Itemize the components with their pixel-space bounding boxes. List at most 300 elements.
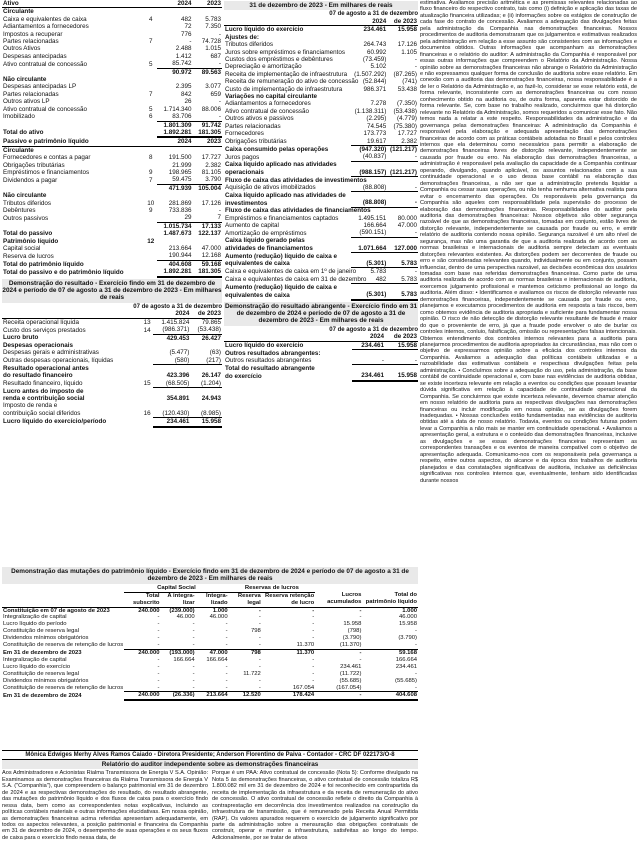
note-ref <box>141 418 153 427</box>
line-label: Reserva de lucros <box>3 252 54 260</box>
equity-col-heading: Total subscrito <box>124 592 160 607</box>
equity-value: (798) <box>347 628 362 635</box>
year-2023-heading: de 2023 <box>385 333 418 341</box>
dfc-row <box>224 177 418 184</box>
note-ref <box>141 342 153 349</box>
equity-value: - <box>225 635 228 642</box>
dre-row <box>2 418 222 427</box>
line-label: Fornecedores e contas a pagar <box>3 154 91 162</box>
signatories: Mônica Edwiges Merhy Alves Ramos Caiado - Diretora Presidente; Anderson Florentino de Paiva - Contador - CRC DF 022173/O-8 <box>2 750 418 760</box>
line-label: Não circulante <box>3 76 47 84</box>
note-ref <box>145 68 157 76</box>
value-2024: 2.395 <box>175 83 192 91</box>
dre-row <box>2 342 222 349</box>
equity-value: - <box>415 670 417 677</box>
equity-row <box>2 642 418 649</box>
dfc-row <box>224 161 418 168</box>
dra-row <box>224 365 418 372</box>
value-2023 <box>385 350 418 357</box>
value-2023 <box>387 253 418 260</box>
equity-value: 1.000 <box>212 607 228 614</box>
equity-col-heading: Total do patrimônio líquido <box>362 592 418 607</box>
line-label: Circulante <box>3 146 34 154</box>
line-label: Adiantamentos a fornecedores <box>3 23 89 31</box>
value-2024 <box>351 192 387 199</box>
value-2023: - <box>218 206 221 214</box>
note-ref: 5 <box>149 105 153 113</box>
audit-report-kam: Porque é um PAA: Ativo contratual de concessão (Nota 5): Conforme divulgado na Nota 5 às demonstrações financeiras, o ativo contratual de concessão totaliza R$ 1.800.082 mil em 31 de dezembro de 2024 e foi reconhecido em contrapartida da receita de implementação da infraestrutura e da receita de remuneração do ativo de concessão. O ativo contratual de concessão reflete o direito da Companhia à contraprestação em decorrência dos investimentos realizados na construção da infraestrutura de transmissão, que é remunerado pela Receita Anual Permitida (RAP). Os valores apurados requerem o exercício de julgamento significativo por parte da administração sobre a mensuração das obrigações contratuais de construir, operar e manter a infraestrutura, satisfeitas ao longo do tempo. Adicionalmente, por se tratar de ativos <box>212 770 418 841</box>
line-label: Caixa líquido aplicado nas atividades de <box>225 191 346 199</box>
column-right <box>420 0 637 484</box>
note-ref <box>141 395 153 402</box>
line-label: do resultado financeiro <box>3 372 73 380</box>
note-ref <box>145 76 157 83</box>
value-2024: 234.461 <box>363 26 387 34</box>
cash-flow-title: 31 de dezembro de 2023 - Em milhares de reais <box>224 1 418 10</box>
dre-row <box>2 318 222 326</box>
equity-value: (55.685) <box>395 677 417 684</box>
year-2024-heading: 2024 <box>351 18 387 26</box>
line-label: Partes relacionadas <box>225 122 281 130</box>
line-label: Fluxo de caixa das atividades de financiamentos <box>225 207 371 215</box>
dfc-row <box>224 207 418 214</box>
equity-value: 15.958 <box>343 621 362 628</box>
value-2023: - <box>193 60 222 68</box>
line-label: Total do passivo <box>3 230 53 238</box>
equity-value: - <box>258 635 261 642</box>
dre-row <box>2 380 222 388</box>
value-2024: 1.015.734 <box>163 222 192 230</box>
value-2023: 687 <box>210 52 221 60</box>
value-2024: 986.371 <box>363 85 387 93</box>
bs-row <box>2 38 222 45</box>
equity-statement-table <box>2 585 418 702</box>
bs-row <box>2 45 222 52</box>
note-ref <box>145 137 157 146</box>
income-statement-period: 07 de agosto a 31 de dezembro <box>133 303 222 310</box>
equity-value: (167.054) <box>315 685 362 692</box>
equity-value: - <box>312 677 315 684</box>
value-2024: 190.944 <box>157 252 193 260</box>
comprehensive-income-title: Demonstração do resultado abrangente - Exercício findo em 31 de dezembro de 2024 e período de 07 de agosto a 31 de dezembro de 2023 - Em milhares de reais <box>224 302 418 325</box>
value-2023: 47.000 <box>397 221 417 229</box>
comprehensive-income-header <box>224 333 418 341</box>
equity-value: - <box>258 656 261 663</box>
bs-row <box>2 137 222 146</box>
value-2024: (2.295) <box>366 115 387 123</box>
note-ref: 7 <box>149 38 153 46</box>
equity-value: 240.000 <box>138 607 160 614</box>
line-label: renda e contribuição social <box>3 394 85 402</box>
value-2023: 80.000 <box>397 214 417 222</box>
value-2024: 1.892.281 <box>157 129 193 137</box>
note-ref <box>145 184 157 192</box>
value-2024: 26 <box>184 98 192 106</box>
bs-row <box>2 238 222 245</box>
line-label: Total do resultado abrangente <box>225 364 315 372</box>
note-ref: 9 <box>149 206 153 214</box>
dre-row <box>2 395 222 402</box>
line-label: Outras despesas operacionais, líquidas <box>3 357 114 365</box>
equity-value: - <box>258 614 261 621</box>
value-2024 <box>153 365 190 372</box>
equity-row <box>2 628 418 635</box>
note-ref: 4 <box>149 15 153 23</box>
value-2024: 7.278 <box>370 100 387 108</box>
note-ref: 16 <box>143 409 151 417</box>
value-2024: 234.461 <box>153 418 190 427</box>
line-label: Dividendos a pagar <box>3 176 58 184</box>
value-2023: 26.147 <box>201 372 221 380</box>
equity-value: - <box>229 642 262 649</box>
equity-value: - <box>192 663 195 670</box>
dfc-row <box>224 78 418 85</box>
value-2023: 5.783 <box>205 15 221 23</box>
value-2024: 1.892.281 <box>157 268 193 276</box>
line-label: Resultado operacional antes <box>3 364 89 372</box>
equity-line-label: Constituição em 07 de agosto de 2023 <box>3 607 110 614</box>
year-2024-heading: 2024 <box>157 0 193 8</box>
value-2024: 471.939 <box>168 184 192 192</box>
equity-value: - <box>312 614 315 621</box>
equity-value: 166.664 <box>395 656 417 663</box>
value-2024: 1.495.151 <box>358 214 387 222</box>
value-2024: (1.507.292) <box>354 70 387 78</box>
equity-value: - <box>157 635 160 642</box>
value-2023: 105.004 <box>198 184 221 192</box>
dfc-row <box>224 108 418 115</box>
bs-row <box>2 31 222 38</box>
value-2024: 281.869 <box>168 199 192 207</box>
balance-sheet-table <box>2 0 222 278</box>
equity-value: - <box>312 628 315 635</box>
value-2024 <box>153 388 190 395</box>
value-2023 <box>387 237 418 244</box>
line-label: Impostos a recuperar <box>3 30 63 38</box>
equity-value: - <box>312 607 315 614</box>
dre-row <box>2 372 222 379</box>
line-label: Aumento (redução) líquido de caixa e <box>225 252 337 260</box>
value-2023 <box>387 177 418 184</box>
value-2024: 21.999 <box>172 161 192 169</box>
equity-line-label: Constituição de reserva de retenção de lucros <box>3 684 124 691</box>
value-2023 <box>385 365 418 372</box>
note-ref <box>145 129 157 137</box>
line-label: operacionais <box>225 168 264 176</box>
line-label: Obrigações tributárias <box>225 137 287 145</box>
equity-value: - <box>124 685 160 692</box>
equity-value: 11.722 <box>243 670 261 677</box>
value-2024: 5.783 <box>370 268 387 276</box>
dfc-row <box>224 184 418 192</box>
equity-value: - <box>124 642 160 649</box>
equity-statement-title: Demonstração das mutações do patrimônio líquido - Exercício findo em 31 de dezembro de 2024 e período de 07 de agosto a 31 de dezembro de 2023 - Em milhares de reais <box>2 567 418 584</box>
dfc-row <box>224 253 418 260</box>
dfc-row <box>224 115 418 122</box>
value-2023: (75.380) <box>393 122 417 130</box>
value-2023: 122.137 <box>198 230 221 238</box>
note-ref: 8 <box>149 154 153 162</box>
line-label: Partes relacionadas <box>3 90 59 98</box>
equity-row <box>2 607 418 614</box>
bs-row <box>2 260 222 268</box>
balance-sheet-heading: Ativo <box>2 0 145 8</box>
line-label: Caixa líquido gerado pelas <box>225 237 305 245</box>
value-2023 <box>193 192 222 199</box>
equity-value: - <box>192 677 195 684</box>
value-2023 <box>190 388 222 395</box>
value-2023 <box>387 207 418 214</box>
year-2024-heading: 2024 <box>352 333 385 341</box>
bs-row <box>2 121 222 129</box>
value-2023 <box>387 93 418 100</box>
value-2024: 19.617 <box>351 138 387 146</box>
equity-value: - <box>225 663 228 670</box>
line-label: Empréstimos e financiamentos captados <box>225 214 339 222</box>
line-label: Amortização de empréstimos <box>225 229 307 237</box>
value-2024 <box>153 402 190 409</box>
line-label: Patrimônio líquido <box>3 237 59 245</box>
value-2024: 482 <box>351 276 387 284</box>
equity-row <box>2 678 418 685</box>
equity-row <box>2 657 418 664</box>
equity-value: - <box>157 628 160 635</box>
value-2023 <box>193 146 222 154</box>
value-2024: (68.505) <box>153 380 190 388</box>
income-statement-header <box>2 310 222 318</box>
value-2024 <box>351 253 387 260</box>
value-2024 <box>351 284 387 291</box>
value-2023: 74.728 <box>201 38 221 46</box>
note-ref <box>145 45 157 52</box>
value-2023: 17.133 <box>201 222 221 230</box>
value-2023: - <box>218 30 221 38</box>
line-label: Caixa líquido aplicado nas atividades <box>225 161 337 169</box>
equity-value: - <box>415 628 417 635</box>
line-label: Lucro líquido do exercício <box>225 26 304 34</box>
equity-value: (3.790) <box>398 635 417 642</box>
value-2023: 181.305 <box>193 268 222 276</box>
value-2023: 81.105 <box>201 168 221 176</box>
equity-value: - <box>359 656 362 663</box>
equity-value: - <box>362 642 418 649</box>
equity-value: 46.000 <box>209 614 228 621</box>
value-2024 <box>352 350 385 357</box>
bs-row <box>2 129 222 137</box>
equity-col-heading: Reserva retenção de lucro <box>262 592 315 607</box>
note-ref: 5 <box>149 60 153 68</box>
equity-value: - <box>157 663 160 670</box>
equity-value: 15.958 <box>398 621 417 628</box>
bs-row <box>2 192 222 199</box>
equity-row <box>2 649 418 656</box>
value-2024: 482 <box>181 15 192 23</box>
equity-line-label: Lucro líquido do exercício <box>3 663 71 670</box>
line-label: atividades de financiamentos <box>225 244 313 252</box>
equity-value: (3.790) <box>342 635 362 642</box>
equity-value: 12.520 <box>229 692 262 700</box>
note-ref: 15 <box>143 379 151 387</box>
equity-value: - <box>315 692 362 700</box>
value-2023: 17.727 <box>397 130 417 138</box>
value-2024: (988.157) <box>351 169 387 177</box>
value-2023: (8.985) <box>190 410 222 418</box>
line-label: Receita de remuneração do ativo de concessão <box>225 78 359 86</box>
bs-row <box>2 214 222 222</box>
line-label: Juros sobre empréstimos e financiamentos <box>225 48 346 56</box>
equity-value: - <box>192 670 195 677</box>
value-2024: - <box>189 38 192 46</box>
line-label: Custos dos empréstimos e debêntures <box>225 56 333 64</box>
line-label: Receita operacional líquida <box>3 318 79 326</box>
dfc-row <box>224 222 418 229</box>
value-2023: 89.563 <box>201 68 221 76</box>
equity-column-header <box>2 592 418 607</box>
value-2024: 1.801.309 <box>163 121 192 129</box>
bs-row <box>2 200 222 207</box>
value-2024: 2024 <box>157 137 193 146</box>
equity-value: - <box>225 621 228 628</box>
value-2023: 5.783 <box>387 276 418 284</box>
equity-value: 234.461 <box>340 663 362 670</box>
note-ref: 7 <box>149 90 153 98</box>
equity-value: 798 <box>250 649 261 656</box>
equity-value: - <box>312 621 315 628</box>
equity-value: - <box>359 607 362 614</box>
value-2023: 3.077 <box>205 83 221 91</box>
value-2024: 191.500 <box>168 154 192 162</box>
line-label: Imobilizado <box>3 113 35 121</box>
value-2023: 47.000 <box>201 245 221 252</box>
value-2023: 1.105 <box>401 48 417 56</box>
value-2024: 429.453 <box>166 334 190 342</box>
value-2023 <box>193 8 222 16</box>
dfc-row <box>224 71 418 78</box>
dfc-row <box>224 100 418 107</box>
value-2023: 181.305 <box>193 129 222 137</box>
dra-row <box>224 350 418 357</box>
line-label: Juros pagos <box>225 153 260 161</box>
line-label: Outros resultados abrangentes: <box>225 349 321 357</box>
line-label: Caixa e equivalentes de caixa <box>3 15 87 23</box>
dra-row <box>224 372 418 380</box>
line-label: Despesas operacionais <box>3 342 74 350</box>
line-label: Outros Ativos <box>3 45 41 53</box>
line-label: investimentos <box>225 199 268 207</box>
equity-col-heading: Reserva legal <box>229 592 262 607</box>
dre-row <box>2 410 222 418</box>
value-2024: (5.477) <box>169 349 190 357</box>
value-2024 <box>157 192 193 199</box>
dfc-row <box>224 123 418 130</box>
value-2024: (5.301) <box>351 260 387 268</box>
value-2023: 2.382 <box>387 138 418 146</box>
value-2024: 1.487.673 <box>163 230 192 238</box>
equity-line-label: Integralização de capital <box>3 656 67 663</box>
line-label: contribuição social diferidos <box>3 409 81 417</box>
bs-row <box>2 169 222 176</box>
equity-value: - <box>258 677 261 684</box>
equity-value: 213.664 <box>196 692 229 700</box>
bs-row <box>2 8 222 16</box>
dre-row <box>2 365 222 372</box>
dfc-row <box>224 153 418 161</box>
value-2023: 3.790 <box>193 176 222 184</box>
value-2024 <box>351 93 387 100</box>
value-2023: - <box>385 357 418 365</box>
equity-value: 234.461 <box>395 663 417 670</box>
value-2024: - <box>352 357 385 365</box>
equity-value: 240.000 <box>124 692 160 700</box>
year-2023-heading: de 2023 <box>387 18 418 26</box>
equity-value: - <box>161 685 196 692</box>
equity-line-label: Lucro líquido do período <box>3 621 67 628</box>
reserves-group: Reservas de lucros <box>229 585 316 592</box>
value-2024 <box>157 146 193 154</box>
dfc-row <box>224 145 418 153</box>
value-2024: 29 <box>157 214 193 222</box>
note-ref: 10 <box>147 199 155 207</box>
line-label: Debêntures <box>3 206 36 214</box>
equity-line-label: Constituição de reserva legal <box>3 628 79 635</box>
equity-row <box>2 671 418 678</box>
bs-row <box>2 106 222 113</box>
dfc-row <box>224 26 418 34</box>
line-label: Não circulante <box>3 192 47 200</box>
note-ref <box>145 260 157 268</box>
bs-row <box>2 23 222 30</box>
equity-value: - <box>157 670 160 677</box>
equity-value: 59.168 <box>398 649 417 656</box>
value-2023: (741) <box>402 78 417 86</box>
equity-value: - <box>161 642 196 649</box>
equity-value: - <box>359 614 362 621</box>
equity-value: - <box>225 677 228 684</box>
bs-row <box>2 176 222 184</box>
note-ref <box>141 388 153 395</box>
equity-value: - <box>196 642 229 649</box>
value-2023: (217) <box>190 357 222 365</box>
note-ref <box>145 214 157 222</box>
equity-value: - <box>312 663 315 670</box>
dfc-row <box>224 41 418 48</box>
equity-value: - <box>258 621 261 628</box>
value-2023: 17.126 <box>397 41 417 49</box>
value-2024: 5.102 <box>370 63 387 71</box>
line-label: Tributos diferidos <box>3 199 52 207</box>
value-2024 <box>153 342 190 349</box>
value-2023: (7.350) <box>397 100 417 108</box>
equity-value: (193.000) <box>169 649 195 656</box>
line-label: Ajustes de: <box>225 33 259 41</box>
line-label: Custo dos serviços prestados <box>3 326 86 334</box>
cash-flow-period: 07 de agosto a 31 de dezembro <box>329 11 418 18</box>
value-2024: 74.545 <box>367 122 387 130</box>
line-label: Receita de implementação de infraestrutura <box>225 70 348 78</box>
value-2023: (63) <box>209 349 221 357</box>
equity-value: - <box>157 656 160 663</box>
equity-value: - <box>196 685 229 692</box>
value-2024: 1.714.340 <box>163 105 192 113</box>
year-2023-heading: de 2023 <box>190 310 222 318</box>
value-2023: 127.000 <box>387 245 418 253</box>
value-2024: (52.844) <box>362 78 387 86</box>
value-2024: 85.742 <box>157 60 193 68</box>
bs-row <box>2 230 222 237</box>
bs-row <box>2 154 222 161</box>
value-2023: - <box>387 199 418 207</box>
value-2023: 659 <box>210 90 221 98</box>
